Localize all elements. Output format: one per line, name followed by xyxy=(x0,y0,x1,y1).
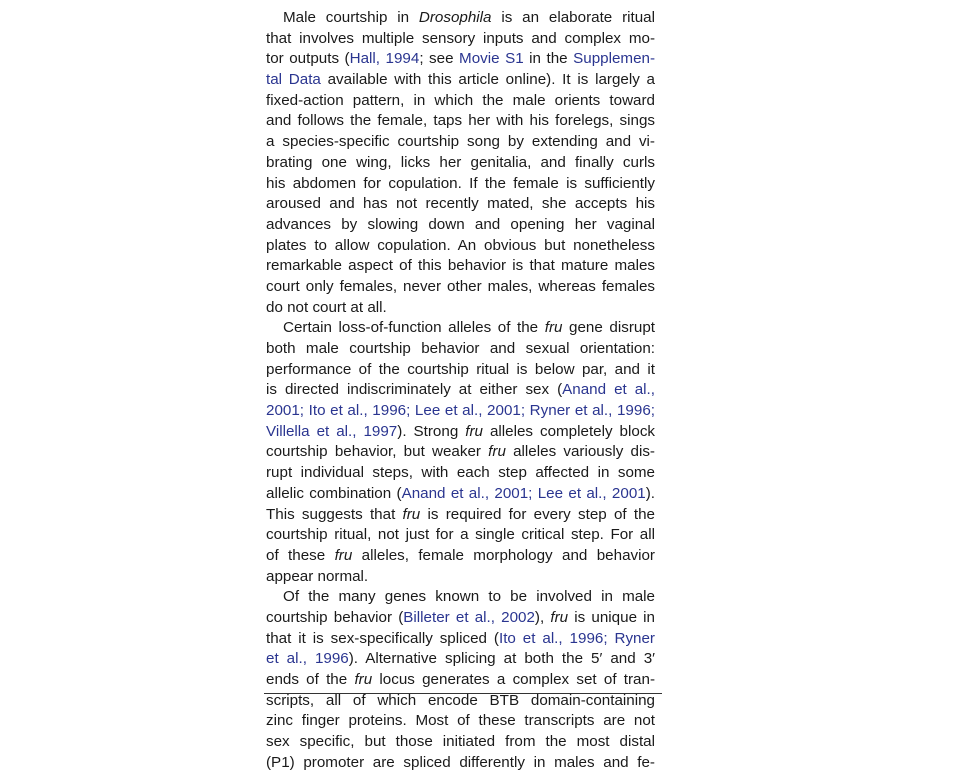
italic-term: Drosophila xyxy=(418,9,492,26)
text-line xyxy=(266,318,655,339)
text-segment: ). Alternative splicing at both the 5′ and 3′ xyxy=(348,650,655,668)
text-line xyxy=(266,70,655,91)
text-segment: courtship behavior, but weaker xyxy=(266,443,489,461)
citation-link[interactable]: Ito et al., 1996; Ryner xyxy=(498,629,655,647)
text-segment: courtship behavior ( xyxy=(266,608,404,626)
text-segment: court only females, never other males, whereas females xyxy=(266,277,655,295)
text-line xyxy=(266,711,655,732)
text-line xyxy=(266,401,655,422)
italic-term: fru xyxy=(334,546,353,564)
italic-term: fru xyxy=(488,443,506,461)
citation-link[interactable]: Supplemen- xyxy=(573,50,656,68)
text-line xyxy=(266,277,655,298)
text-line xyxy=(266,567,655,588)
text-line xyxy=(266,256,655,277)
text-line xyxy=(266,608,655,629)
citation-link[interactable]: Billeter et al., 2002 xyxy=(403,608,535,626)
text-segment: (P1) promoter are spliced differently in males and fe- xyxy=(266,753,655,771)
text-line xyxy=(266,670,655,691)
text-line xyxy=(266,505,655,526)
text-line xyxy=(266,8,655,29)
text-line xyxy=(266,236,655,257)
text-line xyxy=(266,525,655,546)
article-text-column xyxy=(266,8,655,773)
text-line xyxy=(266,380,655,401)
text-segment: ). xyxy=(645,484,656,502)
text-segment: is an elaborate ritual xyxy=(491,9,655,26)
text-segment: locus generates a complex set of tran- xyxy=(372,671,655,688)
text-segment: is required for every step of the xyxy=(420,505,655,523)
text-segment: ), xyxy=(534,608,551,626)
text-line xyxy=(266,49,655,70)
text-segment: alleles variously dis- xyxy=(505,443,655,461)
paragraph-3 xyxy=(266,587,655,773)
text-segment: is unique in xyxy=(568,608,656,626)
text-segment: Certain loss-of-function alleles of the xyxy=(283,319,545,337)
text-line xyxy=(266,463,655,484)
text-line xyxy=(266,298,655,319)
citation-link[interactable]: 2001; Ito et al., 1996; Lee et al., 2001; Ryner et al., 1996; xyxy=(266,402,655,420)
citation-link[interactable]: tal Data xyxy=(266,71,321,89)
text-segment: remarkable aspect of this behavior is that mature males xyxy=(266,257,655,275)
text-segment: courtship ritual, not just for a single critical step. For all xyxy=(266,526,655,544)
text-line xyxy=(266,484,655,505)
text-segment: zinc finger proteins. Most of these transcripts are not xyxy=(266,712,655,730)
text-line xyxy=(266,753,655,773)
text-segment: that it is sex-specifically spliced ( xyxy=(266,629,499,647)
text-segment: This suggests that xyxy=(266,505,403,523)
text-segment: alleles, female morphology and behavior xyxy=(352,546,655,564)
text-segment: Male courtship in xyxy=(283,9,419,26)
paragraph-2 xyxy=(266,318,655,587)
column-bottom-rule xyxy=(264,693,662,694)
text-segment: do not court at all. xyxy=(266,298,387,316)
text-segment: gene disrupt xyxy=(562,319,655,337)
text-segment: available with this article online). It is largely a xyxy=(320,71,655,89)
text-segment: appear normal. xyxy=(266,567,369,585)
citation-link[interactable]: Hall, 1994 xyxy=(349,50,420,68)
text-segment: scripts, all of which encode BTB domain-containing xyxy=(266,691,655,709)
text-line xyxy=(266,29,655,50)
text-line xyxy=(266,339,655,360)
text-segment: ; see xyxy=(419,50,460,68)
text-segment: plates to allow copulation. An obvious but nonetheless xyxy=(266,236,655,254)
text-line xyxy=(266,649,655,670)
text-segment: rupt individual steps, with each step affected in some xyxy=(266,464,655,482)
citation-link[interactable]: Anand et al., xyxy=(562,381,655,399)
text-segment: fixed-action pattern, in which the male orients toward xyxy=(266,91,655,109)
text-line xyxy=(266,194,655,215)
text-segment: in the xyxy=(523,50,574,68)
text-segment: brating one wing, licks her genitalia, and finally curls xyxy=(266,153,655,171)
italic-term: fru xyxy=(550,608,569,626)
text-segment: alleles completely block xyxy=(482,422,656,440)
text-segment: both male courtship behavior and sexual orientation: xyxy=(266,340,655,357)
citation-link[interactable]: Villella et al., 1997 xyxy=(266,422,398,440)
text-segment: a species-specific courtship song by extending and vi- xyxy=(266,133,655,151)
text-line xyxy=(266,132,655,153)
text-segment: that involves multiple sensory inputs and complex mo- xyxy=(266,29,655,47)
text-line xyxy=(266,422,655,443)
text-segment: is directed indiscriminately at either sex ( xyxy=(266,381,563,399)
text-line xyxy=(266,732,655,753)
citation-link[interactable]: Movie S1 xyxy=(459,50,524,68)
text-segment: performance of the courtship ritual is below par, and it xyxy=(266,360,655,378)
text-line xyxy=(266,111,655,132)
text-segment: Of the many genes known to be involved in male xyxy=(283,588,655,606)
text-segment: of these xyxy=(266,546,335,564)
text-segment: ends of the xyxy=(266,671,355,688)
text-segment: sex specific, but those initiated from the most distal xyxy=(266,733,655,751)
text-segment: ). Strong xyxy=(397,422,466,440)
italic-term: fru xyxy=(354,671,373,688)
citation-link[interactable]: Anand et al., 2001; Lee et al., 2001 xyxy=(401,484,646,502)
text-line xyxy=(266,174,655,195)
text-line xyxy=(266,153,655,174)
text-segment: aroused and has not recently mated, she accepts his xyxy=(266,195,655,213)
paragraph-1 xyxy=(266,8,655,318)
text-line xyxy=(266,215,655,236)
text-segment: allelic combination ( xyxy=(266,484,402,502)
italic-term: fru xyxy=(402,505,421,523)
text-line xyxy=(266,360,655,381)
text-segment: advances by slowing down and opening her vaginal xyxy=(266,215,655,233)
text-line xyxy=(266,629,655,650)
citation-link[interactable]: et al., 1996 xyxy=(266,650,349,668)
text-line xyxy=(266,546,655,567)
text-line xyxy=(266,91,655,112)
text-segment: and follows the female, taps her with his forelegs, sings xyxy=(266,112,655,130)
text-segment: his abdomen for copulation. If the female is sufficiently xyxy=(266,174,655,192)
italic-term: fru xyxy=(465,422,483,440)
italic-term: fru xyxy=(544,319,563,337)
text-line xyxy=(266,587,655,608)
text-segment: tor outputs ( xyxy=(266,50,350,68)
text-line xyxy=(266,442,655,463)
